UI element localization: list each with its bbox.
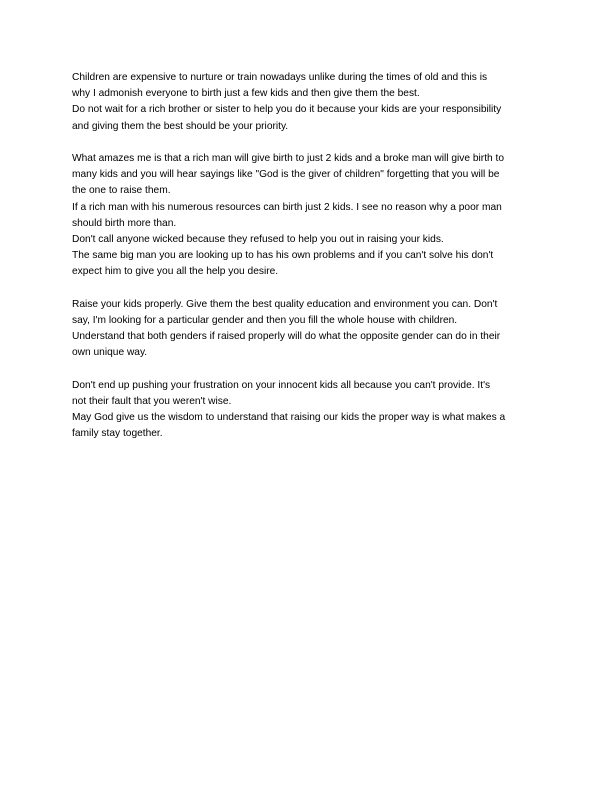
text-line: not their fault that you weren't wise. — [72, 396, 232, 408]
paragraph-3 — [72, 297, 544, 362]
text-line: May God give us the wisdom to understand that raising our kids the proper way is what makes a — [72, 412, 506, 424]
text-line: Don't call anyone wicked because they refused to help you out in raising your kids. — [72, 234, 444, 246]
text-line: If a rich man with his numerous resources can birth just 2 kids. I see no reason why a poor man — [72, 201, 502, 213]
text-line: What amazes me is that a rich man will give birth to just 2 kids and a broke man will give birth to — [72, 153, 505, 164]
paragraph-1 — [72, 70, 544, 135]
document-body — [72, 70, 544, 459]
text-line: Understand that both genders if raised properly will do what the opposite gender can do in their — [72, 331, 501, 343]
text-line: Do not wait for a rich brother or sister to help you do it because your kids are your responsibility — [72, 104, 502, 116]
text-line: family stay together. — [72, 428, 163, 440]
text-line: many kids and you will hear sayings like "God is the giver of children" forgetting that you will be — [72, 169, 500, 181]
text-line: expect him to give you all the help you desire. — [72, 266, 279, 278]
text-line: the one to raise them. — [72, 185, 171, 197]
text-line: Children are expensive to nurture or train nowadays unlike during the times of old and this is — [72, 72, 488, 83]
text-line: and giving them the best should be your priority. — [72, 120, 289, 132]
text-line: should birth more than. — [72, 217, 177, 229]
text-line: own unique way. — [72, 347, 148, 359]
text-line: why I admonish everyone to birth just a few kids and then give them the best. — [72, 88, 420, 100]
paragraph-2 — [72, 151, 544, 281]
text-line: say, I'm looking for a particular gender and then you fill the whole house with children. — [72, 315, 458, 327]
text-line: The same big man you are looking up to has his own problems and if you can't solve his don't — [72, 250, 494, 262]
text-line: Don't end up pushing your frustration on your innocent kids all because you can't provide. It's — [72, 379, 491, 391]
paragraph-4 — [72, 378, 544, 443]
text-line: Raise your kids properly. Give them the best quality education and environment you can. Don't — [72, 298, 498, 310]
